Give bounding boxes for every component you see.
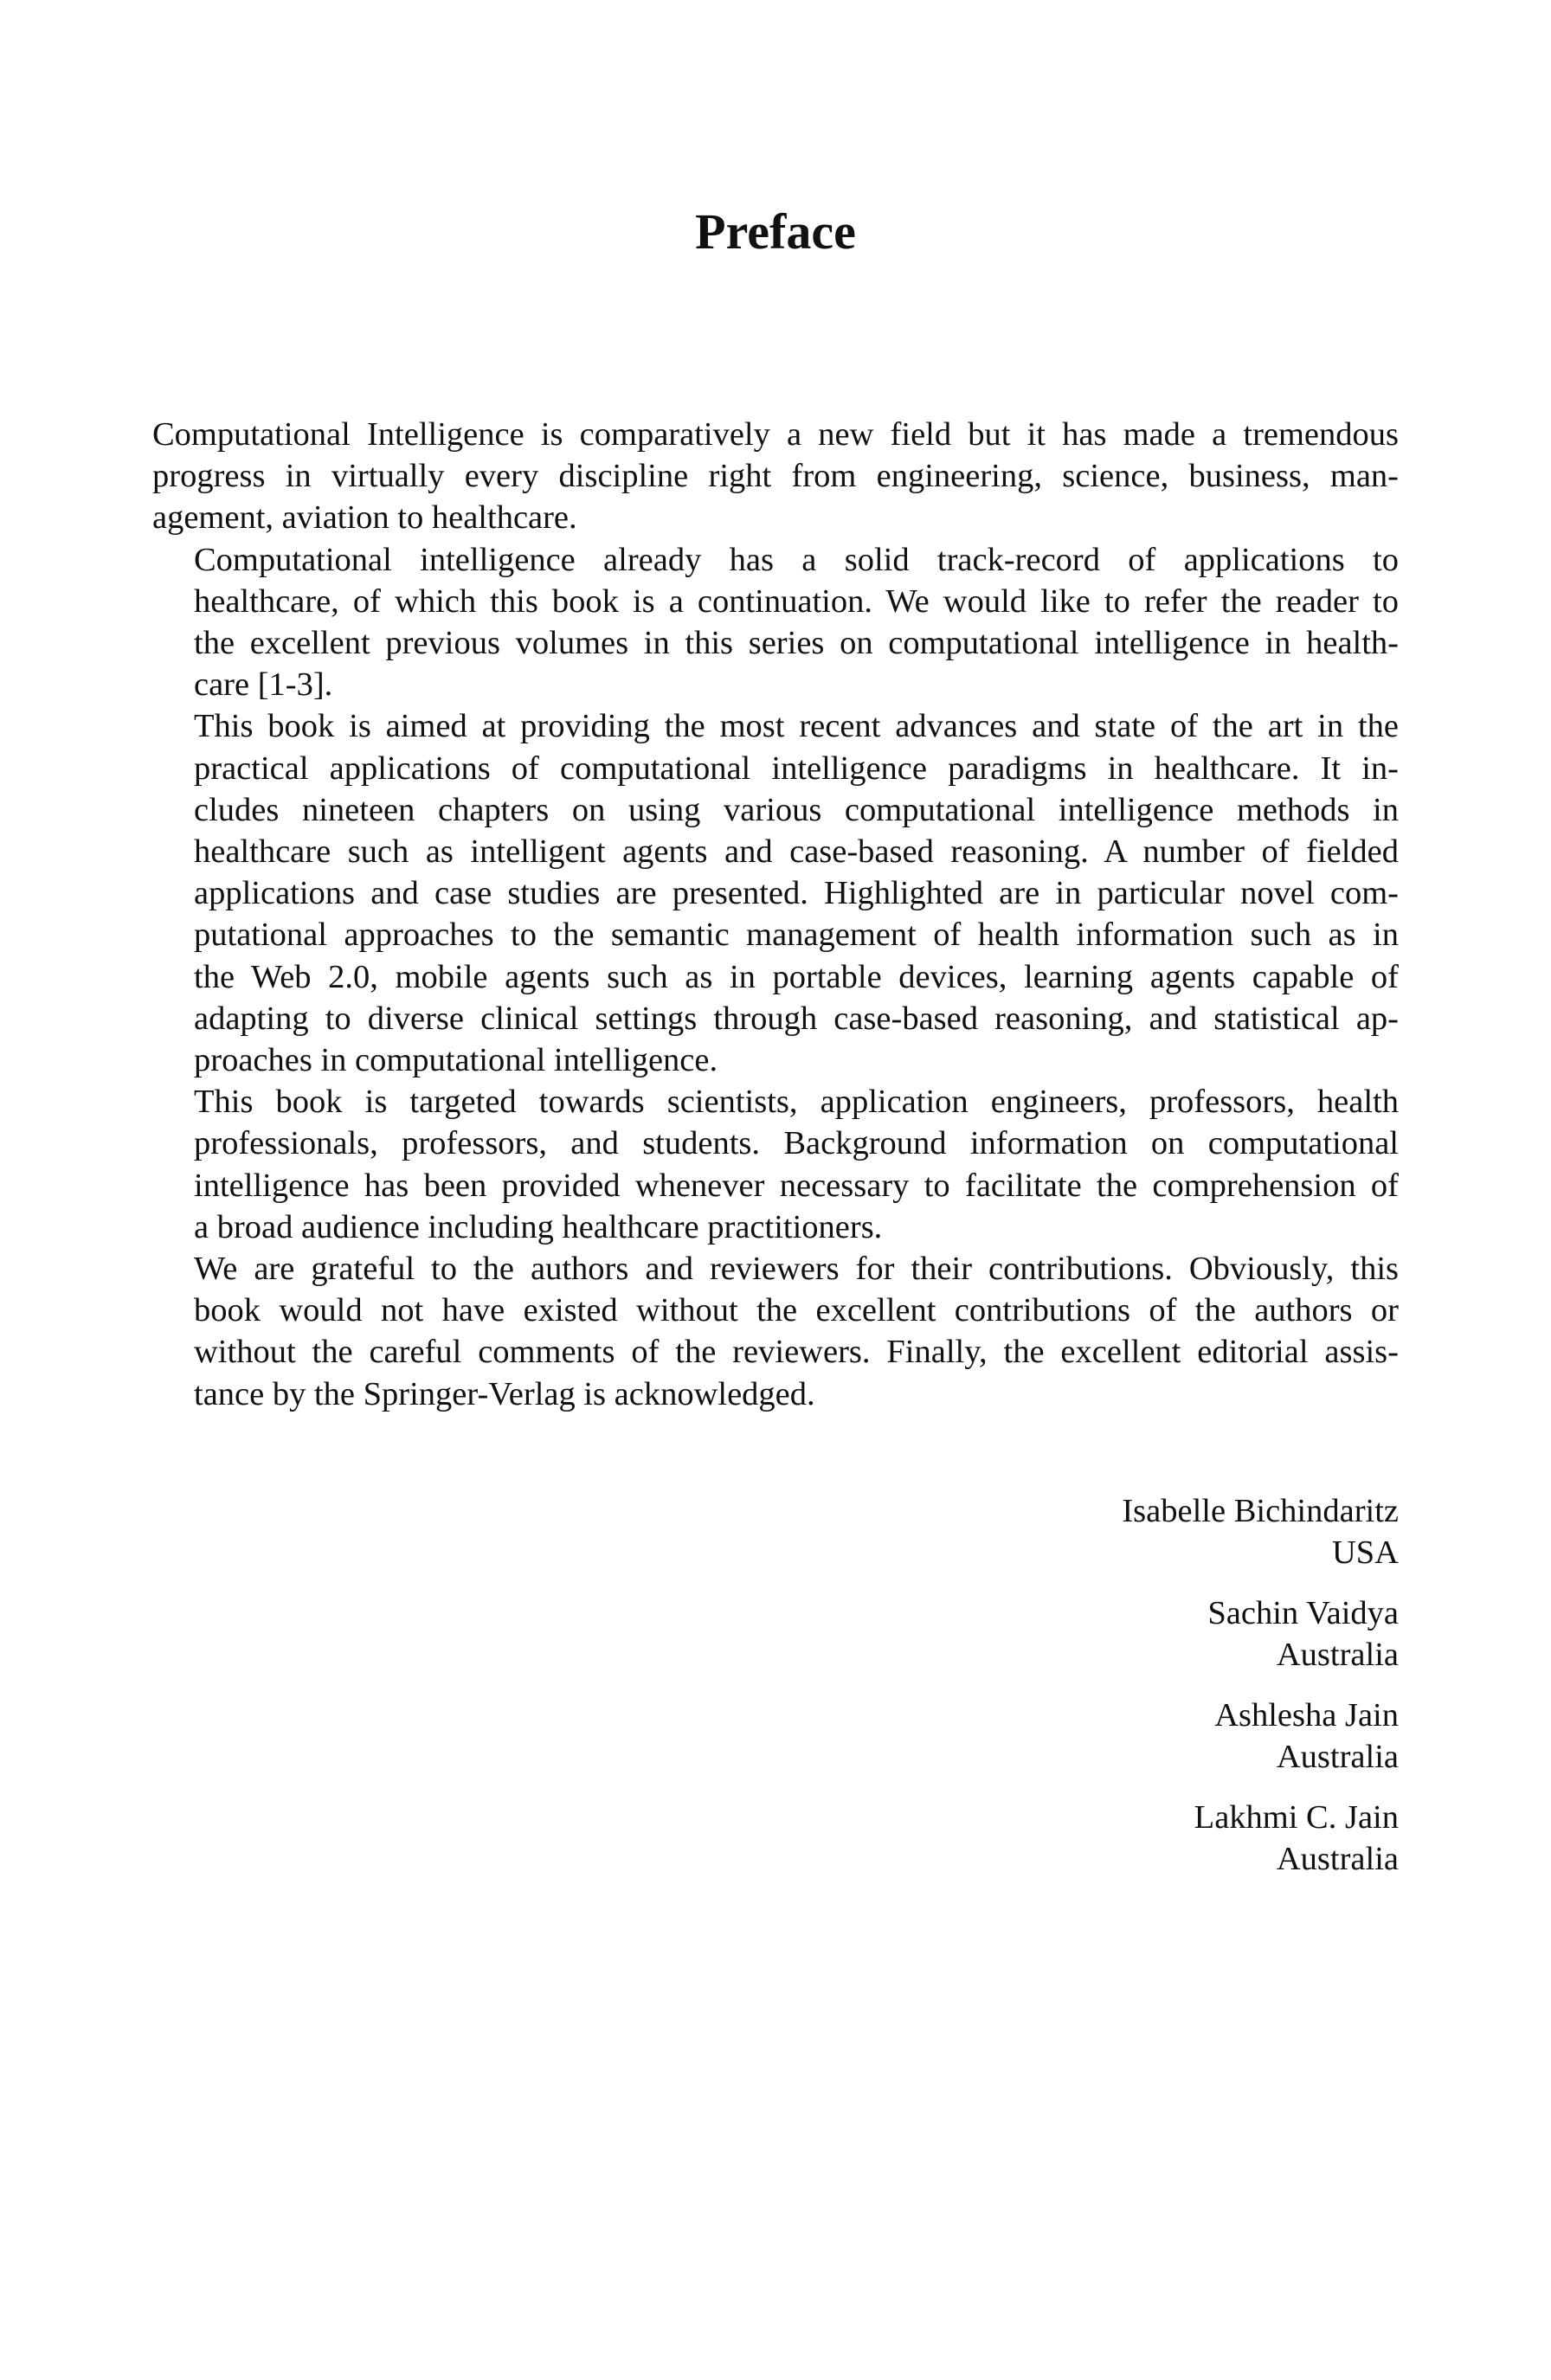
text-line: agement, aviation to healthcare. [152, 499, 577, 537]
editor-country: Australia [1276, 1637, 1399, 1673]
paragraph-3 [152, 705, 1399, 1081]
signature-editor-3 [1122, 1695, 1399, 1778]
editor-country: Australia [1276, 1739, 1399, 1775]
text-line: We are grateful to the authors and reviewers for their contributions. Obviously, this [194, 1251, 1399, 1288]
paragraph-2 [152, 539, 1399, 706]
signature-editor-2 [1122, 1592, 1399, 1676]
text-line: intelligence has been provided whenever necessary to facilitate the comprehension of [194, 1167, 1399, 1204]
editor-name: Lakhmi C. Jain [1194, 1799, 1399, 1836]
text-line: without the careful comments of the reviewers. Finally, the excellent editorial assis- [194, 1334, 1399, 1371]
text-line: care [1-3]. [194, 666, 333, 704]
editor-name: Sachin Vaidya [1207, 1595, 1399, 1631]
text-line: putational approaches to the semantic management of health information such as in [194, 917, 1399, 954]
editor-name: Isabelle Bichindaritz [1122, 1493, 1399, 1529]
text-line: a broad audience including healthcare practitioners. [194, 1208, 883, 1245]
text-line: Computational Intelligence is comparatively a new field but it has made a tremendous [152, 416, 1399, 453]
text-line: the excellent previous volumes in this series on computational intelligence in health- [194, 625, 1399, 662]
text-line: the Web 2.0, mobile agents such as in portable devices, learning agents capable of [194, 958, 1399, 995]
editor-name: Ashlesha Jain [1214, 1697, 1399, 1734]
text-line: healthcare, of which this book is a continuation. We would like to refer the reader to [194, 582, 1399, 620]
text-line: practical applications of computational intelligence paradigms in healthcare. It in- [194, 749, 1399, 787]
page-title: Preface [695, 203, 856, 260]
text-line: book would not have existed without the excellent contributions of the authors or [194, 1292, 1399, 1329]
text-line: professionals, professors, and students. Background information on computational [194, 1125, 1399, 1162]
signature-editor-1 [1122, 1490, 1399, 1573]
text-line: progress in virtually every discipline right from engineering, science, business, man- [152, 458, 1399, 495]
text-line: healthcare such as intelligent agents and case-based reasoning. A number of fielded [194, 833, 1399, 871]
paragraph-1 [152, 414, 1399, 539]
paragraph-5 [152, 1248, 1399, 1415]
editor-country: USA [1331, 1534, 1399, 1571]
text-line: applications and case studies are presented. Highlighted are in particular novel com- [194, 875, 1399, 912]
text-line: proaches in computational intelligence. [194, 1042, 718, 1079]
editor-country: Australia [1276, 1841, 1399, 1877]
text-line: Computational intelligence already has a solid track-record of applications to [194, 541, 1399, 578]
text-line: tance by the Springer-Verlag is acknowledged. [194, 1375, 815, 1412]
signature-editor-4 [1122, 1797, 1399, 1880]
paragraph-4 [152, 1081, 1399, 1248]
text-line: adapting to diverse clinical settings through case-based reasoning, and statistical ap- [194, 1000, 1399, 1037]
text-line: This book is aimed at providing the most recent advances and state of the art in the [194, 708, 1399, 745]
text-line: cludes nineteen chapters on using various computational intelligence methods in [194, 791, 1399, 828]
text-line: This book is targeted towards scientists, application engineers, professors, health [194, 1084, 1399, 1121]
preface-body [152, 414, 1399, 1415]
signature-block [1122, 1490, 1399, 1899]
